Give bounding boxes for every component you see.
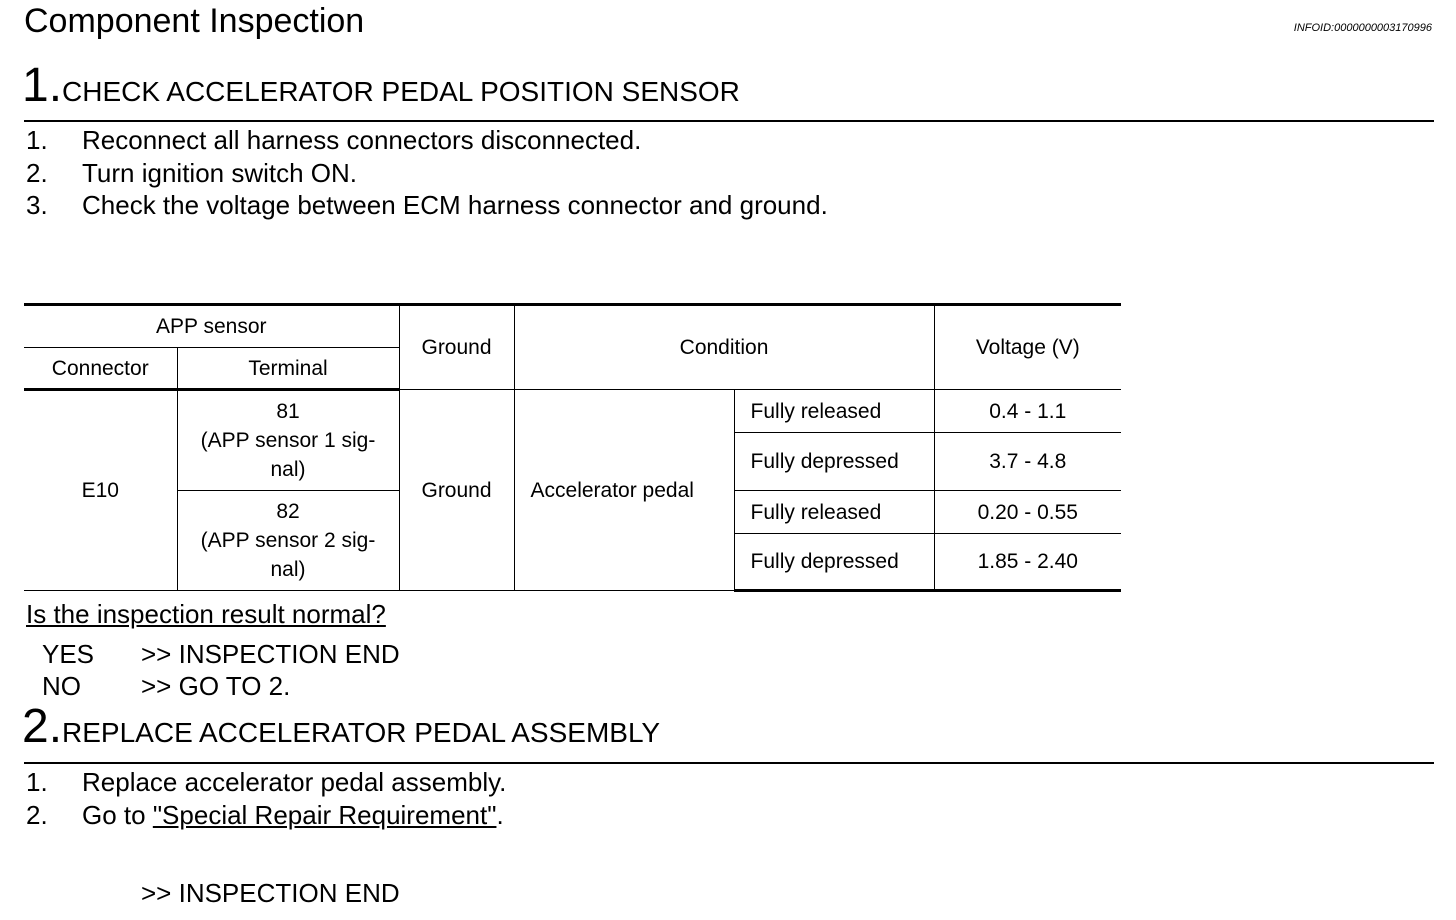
step-1-heading (22, 59, 740, 112)
answer-yes: YES >> INSPECTION END (42, 639, 400, 669)
step-1-number: 1. (22, 59, 63, 112)
header-connector: Connector (24, 348, 177, 390)
step-1-title: CHECK ACCELERATOR PEDAL POSITION SENSOR (62, 76, 740, 107)
condition-group-cell: Accelerator pedal (514, 390, 734, 591)
answers (42, 638, 400, 702)
step-2-heading (22, 700, 661, 753)
answer-no: NO >> GO TO 2. (42, 671, 291, 701)
header-app-sensor: APP sensor (24, 305, 399, 348)
terminal-cell: 82 (APP sensor 2 sig- nal) (177, 491, 399, 591)
special-repair-link[interactable]: "Special Repair Requirement" (152, 799, 497, 830)
list-item: 3. Check the voltage between ECM harness connector and ground. (26, 190, 828, 220)
condition-cell: Fully released (734, 390, 934, 433)
step-2-list (26, 766, 506, 831)
header-condition: Condition (514, 305, 934, 390)
connector-cell: E10 (24, 390, 177, 591)
condition-cell: Fully released (734, 491, 934, 534)
table-row (24, 390, 1121, 433)
voltage-cell: 3.7 - 4.8 (934, 433, 1121, 491)
step-1-divider (24, 120, 1434, 122)
voltage-cell: 0.20 - 0.55 (934, 491, 1121, 534)
step-2-divider (24, 762, 1434, 764)
list-item: 2. Go to "Special Repair Requirement" . (26, 799, 504, 830)
step-1-list (26, 124, 828, 222)
condition-cell: Fully depressed (734, 433, 934, 491)
step-2-end: >> INSPECTION END (141, 878, 400, 908)
header-voltage: Voltage (V) (934, 305, 1121, 390)
inspection-question: Is the inspection result normal? (26, 599, 386, 629)
header-ground: Ground (399, 305, 514, 390)
list-item: 1. Reconnect all harness connectors disconnected. (26, 125, 642, 155)
header-terminal: Terminal (177, 348, 399, 390)
info-id: INFOID:0000000003170996 (1293, 22, 1432, 34)
step-2-title: REPLACE ACCELERATOR PEDAL ASSEMBLY (62, 717, 661, 748)
voltage-spec-table (24, 303, 1121, 592)
list-item: 1. Replace accelerator pedal assembly. (26, 767, 507, 797)
list-item: 2. Turn ignition switch ON. (26, 157, 358, 188)
step-2-number: 2. (22, 700, 63, 753)
terminal-cell: 81 (APP sensor 1 sig- nal) (177, 390, 399, 491)
voltage-cell: 1.85 - 2.40 (934, 534, 1121, 591)
voltage-cell: 0.4 - 1.1 (934, 390, 1121, 433)
page-title: Component Inspection (24, 2, 365, 40)
condition-cell: Fully depressed (734, 534, 934, 591)
ground-cell: Ground (399, 390, 514, 591)
